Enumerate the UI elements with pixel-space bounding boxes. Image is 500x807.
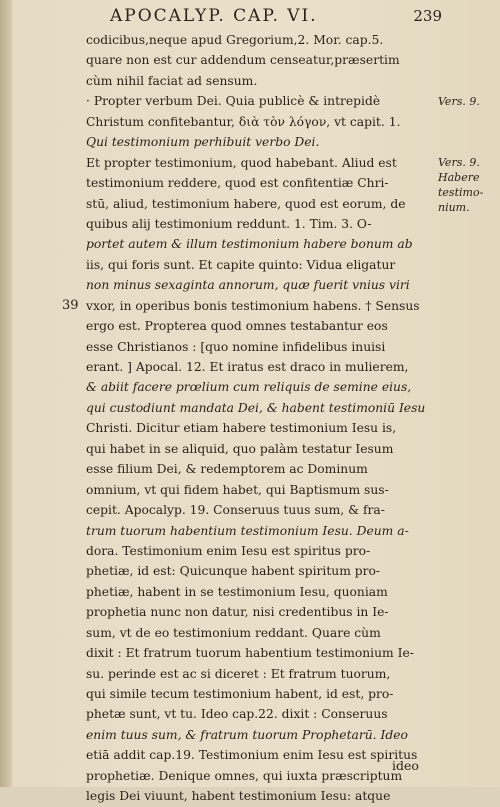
line-text: phetæ sunt, vt tu. Ideo cap.22. dixit : Conseruus: [86, 707, 388, 722]
text-line: [86, 684, 432, 704]
line-text: sum, vt de eo testimonium reddant. Quare cùm: [86, 625, 381, 640]
text-line: [86, 664, 432, 684]
text-line: [86, 459, 432, 479]
line-text: phetiæ, habent in se testimonium Iesu, quoniam: [86, 584, 388, 599]
running-title: APOCALYP. CAP. VI.: [110, 6, 318, 26]
margin-note: [438, 155, 498, 215]
line-text: & abiit facere prœlium cum reliquis de semine eius,: [86, 380, 412, 395]
text-line: [86, 500, 432, 520]
text-line: [86, 316, 432, 336]
text-line: [86, 132, 432, 152]
line-text: qui simile tecum testimonium habent, id est, pro-: [86, 687, 394, 701]
line-text: cepit. Apocalyp. 19. Conseruus tuus sum, & fra-: [86, 503, 385, 518]
line-text: qui custodiunt mandata Dei, & habent testimoniū Iesu: [86, 400, 426, 415]
line-text: Christi. Dicitur etiam habere testimonium Iesu is,: [86, 421, 397, 436]
text-line: [86, 602, 432, 622]
line-text: stū, aliud, testimonium habere, quod est eorum, de: [86, 196, 406, 211]
line-text: esse Christianos : [quo nomine infidelibus inuisi: [86, 339, 386, 354]
text-line: [86, 173, 432, 193]
line-text: Qui testimonium perhibuit verbo Dei.: [86, 135, 320, 150]
line-text: dixit : Et fratrum tuorum habentium testimonium Ie-: [86, 646, 414, 661]
text-line: [86, 643, 432, 663]
text-line: [86, 194, 432, 214]
text-line: [86, 786, 432, 806]
line-text: vxor, in operibus bonis testimonium habens. † Sensus: [86, 298, 420, 313]
text-line: [86, 50, 432, 70]
text-line: [86, 255, 432, 275]
text-line: [86, 153, 432, 173]
line-text: legis Dei viuunt, habent testimonium Iesu: atque: [86, 789, 391, 804]
line-text: ergo est. Propterea quod omnes testabantur eos: [86, 319, 388, 334]
text-line: [86, 398, 432, 418]
line-text: etiā addit cap.19. Testimonium enim Iesu est spiritus: [86, 748, 418, 763]
page-gutter: [0, 0, 12, 787]
text-line: [86, 112, 432, 132]
text-line: [86, 91, 432, 111]
line-text: enim tuus sum, & fratrum tuorum Prophetarū. Ideo: [86, 727, 408, 742]
line-text: Et propter testimonium, quod habebant. Aliud est: [86, 155, 397, 170]
line-text: non minus sexaginta annorum, quæ fuerit vnius viri: [86, 278, 410, 293]
page-header: [70, 6, 442, 30]
text-line: [86, 745, 432, 765]
line-text: quare non est cur addendum censeatur,præsertim: [86, 53, 400, 68]
text-line: [86, 725, 432, 745]
text-line: [86, 561, 432, 581]
text-line: [86, 704, 432, 724]
text-line: [62, 296, 432, 316]
text-line: [86, 214, 432, 234]
text-line: [86, 30, 432, 50]
line-number: 39: [62, 297, 79, 313]
text-line: [86, 337, 432, 357]
page-number: 239: [413, 7, 442, 25]
line-text: prophetiæ. Denique omnes, qui iuxta præscriptum: [86, 768, 403, 783]
text-line: [86, 480, 432, 500]
margin-note-line: Habere: [438, 171, 480, 184]
text-line: [86, 541, 432, 561]
line-text: quibus alij testimonium reddunt. 1. Tim. 3. O-: [86, 216, 372, 231]
margin-note-line: Vers. 9.: [438, 95, 480, 108]
text-line: [86, 418, 432, 438]
text-line: [86, 623, 432, 643]
line-text: testimonium reddere, quod est confitentiæ Chri-: [86, 176, 389, 191]
text-line: [86, 234, 432, 254]
line-text: Christum confitebantur, διὰ τὸν λόγον, vt capit. 1.: [86, 114, 401, 129]
line-text: · Propter verbum Dei. Quia publicè & intrepidè: [86, 94, 381, 109]
margin-note-line: Vers. 9.: [438, 156, 480, 169]
catchword: ideo: [392, 758, 419, 773]
line-text: qui habet in se aliquid, quo palàm testatur Iesum: [86, 441, 394, 456]
text-line: [86, 275, 432, 295]
line-text: portet autem & illum testimonium habere bonum ab: [86, 237, 413, 252]
line-text: codicibus,neque apud Gregorium,2. Mor. cap.5.: [86, 33, 384, 47]
margin-note-line: nium.: [438, 201, 470, 214]
line-text: dora. Testimonium enim Iesu est spiritus pro-: [86, 543, 371, 558]
text-body: [62, 30, 432, 807]
line-text: phetiæ, id est: Quicunque habent spiritum pro-: [86, 564, 381, 579]
line-text: trum tuorum habentium testimonium Iesu. Deum a-: [86, 523, 409, 538]
line-text: omnium, vt qui fidem habet, qui Baptismum sus-: [86, 482, 389, 497]
margin-note: [438, 94, 498, 109]
line-text: iis, qui foris sunt. Et capite quinto: Vidua eligatur: [86, 257, 396, 272]
line-text: erant. ] Apocal. 12. Et iratus est draco in mulierem,: [86, 360, 409, 374]
line-text: esse filium Dei, & redemptorem ac Dominum: [86, 462, 368, 477]
margin-note-line: testimo-: [438, 186, 484, 199]
line-text: su. perinde est ac si diceret : Et fratrum tuorum,: [86, 666, 391, 681]
line-text: prophetia nunc non datur, nisi credentibus in Ie-: [86, 605, 389, 620]
text-line: [86, 357, 432, 377]
text-line: [86, 521, 432, 541]
line-text: cùm nihil faciat ad sensum.: [86, 73, 258, 88]
text-line: [86, 766, 432, 786]
text-line: [86, 582, 432, 602]
text-line: [86, 377, 432, 397]
text-line: [86, 71, 432, 91]
text-line: [86, 439, 432, 459]
